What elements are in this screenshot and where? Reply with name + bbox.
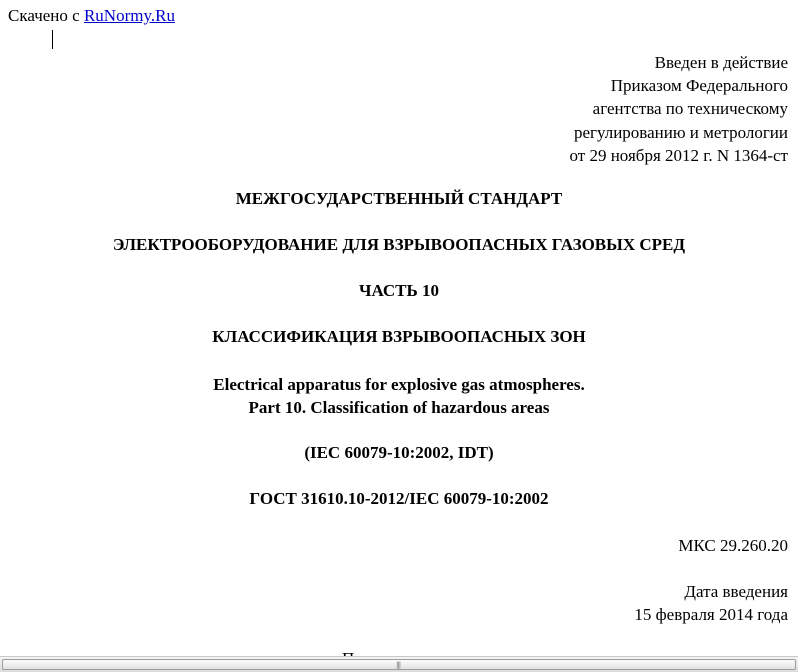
enactment-line: регулированию и метрологии: [573, 122, 788, 142]
introduction-date: [634, 580, 788, 626]
english-title-line: Electrical apparatus for explosive gas atmospheres.: [213, 375, 585, 394]
runormy-link[interactable]: RuNormy.Ru: [83, 6, 175, 25]
text-cursor: [52, 30, 53, 49]
part-number: ЧАСТЬ 10: [358, 281, 439, 300]
english-title: [0, 373, 798, 419]
downloaded-prefix: Скачено с: [8, 6, 84, 25]
interstate-standard-heading: МЕЖГОСУДАРСТВЕННЫЙ СТАНДАРТ: [235, 189, 563, 208]
enactment-line: агентства по техническому: [592, 99, 788, 119]
iec-reference: (IEC 60079-10:2002, IDT): [304, 443, 494, 462]
scrollbar-thumb[interactable]: [2, 659, 796, 670]
standard-title: ЭЛЕКТРООБОРУДОВАНИЕ ДЛЯ ВЗРЫВООПАСНЫХ ГАЗОВЫХ СРЕД: [112, 235, 686, 254]
horizontal-scrollbar[interactable]: [0, 656, 798, 672]
mks-code: МКС 29.260.20: [678, 536, 788, 555]
enactment-line: Приказом Федерального: [610, 76, 788, 96]
introduction-date-value: 15 февраля 2014 года: [634, 605, 788, 624]
enactment-note: [570, 51, 789, 167]
enactment-line: от 29 ноября 2012 г. N 1364-ст: [569, 145, 788, 165]
part-title: КЛАССИФИКАЦИЯ ВЗРЫВООПАСНЫХ ЗОН: [212, 327, 586, 346]
enactment-line: Введен в действие: [654, 53, 788, 72]
downloaded-from-line: [8, 6, 175, 26]
gost-designation: ГОСТ 31610.10-2012/IEC 60079-10:2002: [249, 489, 549, 508]
grip-icon: |||: [396, 661, 401, 669]
english-title-line: Part 10. Classification of hazardous areas: [248, 398, 550, 417]
introduction-date-label: Дата введения: [684, 582, 788, 601]
